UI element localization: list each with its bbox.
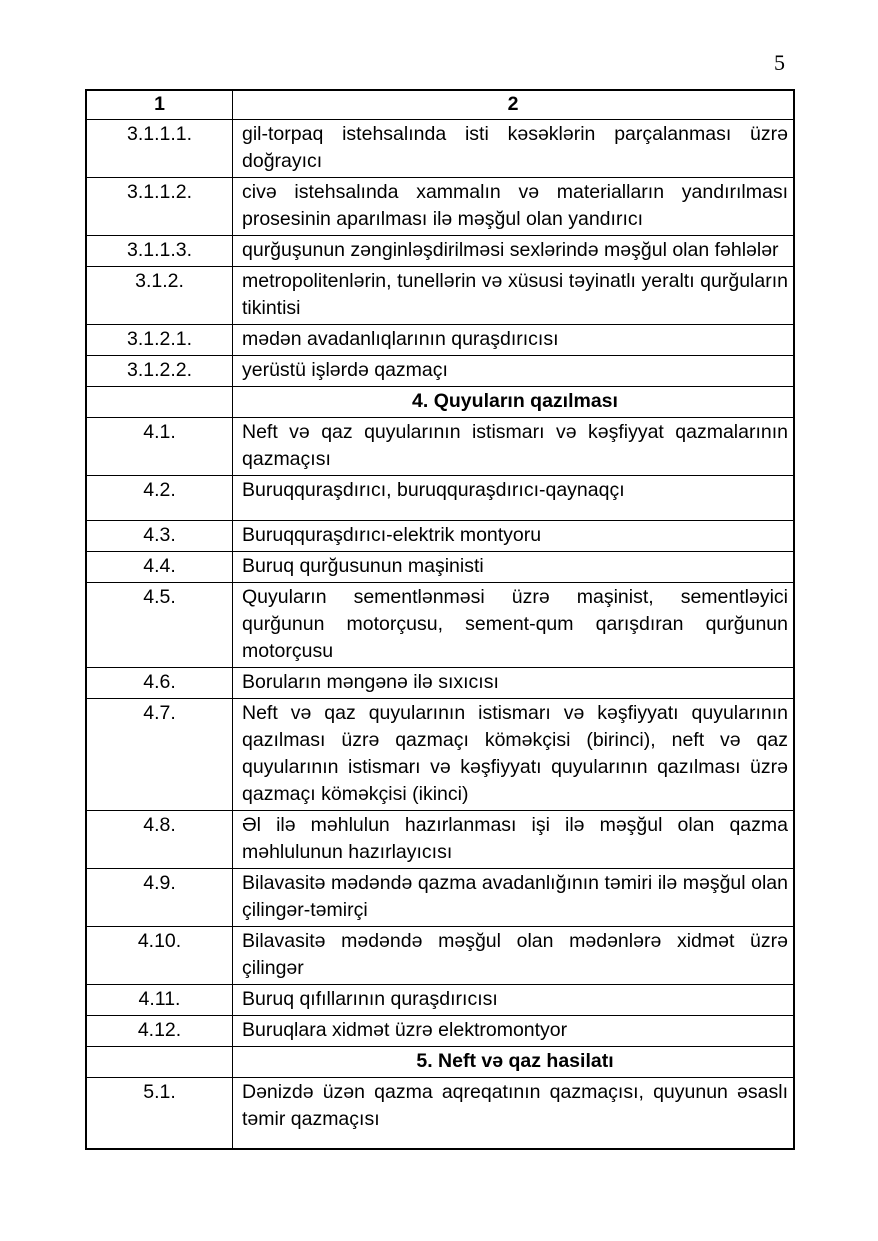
table-row — [86, 267, 794, 325]
table-row — [86, 869, 794, 927]
table-row — [86, 668, 794, 699]
row-number: 5.1. — [86, 1078, 233, 1150]
row-number: 4.10. — [86, 927, 233, 985]
row-number: 4.1. — [86, 418, 233, 476]
table-row — [86, 985, 794, 1016]
table-row — [86, 236, 794, 267]
page-number: 5 — [774, 50, 785, 75]
row-text: Neft və qaz quyularının istismarı və kəşfiyyatı quyularının qazılması üzrə qazmaçı köməkçisi (birinci), neft və qaz quyularının istismarı və kəşfiyyatı quyularının qazılması üzrə qazmaçı köməkçisi (ikinci) — [233, 699, 795, 811]
row-number: 4.12. — [86, 1016, 233, 1047]
table-row — [86, 583, 794, 668]
row-text: 5. Neft və qaz hasilatı — [233, 1047, 795, 1078]
row-text: Buruq qıfıllarının quraşdırıcısı — [233, 985, 795, 1016]
table-row — [86, 1078, 794, 1150]
column-header-2: 2 — [233, 90, 795, 120]
table-body — [86, 120, 794, 1150]
row-text: Bilavasitə mədəndə qazma avadanlığının təmiri ilə məşğul olan çilingər-təmirçi — [233, 869, 795, 927]
row-text: yerüstü işlərdə qazmaçı — [233, 356, 795, 387]
row-number: 4.2. — [86, 476, 233, 521]
row-number: 4.11. — [86, 985, 233, 1016]
row-number: 3.1.2.1. — [86, 325, 233, 356]
row-number: 3.1.2. — [86, 267, 233, 325]
row-number: 4.5. — [86, 583, 233, 668]
table-row — [86, 325, 794, 356]
row-text: Quyuların sementlənməsi üzrə maşinist, sementləyici qurğunun motorçusu, sement-qum qarışdıran qurğunun motorçusu — [233, 583, 795, 668]
row-text: Neft və qaz quyularının istismarı və kəşfiyyat qazmalarının qazmaçısı — [233, 418, 795, 476]
table-row — [86, 476, 794, 521]
table-row — [86, 927, 794, 985]
row-text: metropolitenlərin, tunellərin və xüsusi təyinatlı yeraltı qurğuların tikintisi — [233, 267, 795, 325]
row-number: 3.1.1.2. — [86, 178, 233, 236]
row-text: Buruqlara xidmət üzrə elektromontyor — [233, 1016, 795, 1047]
table-header-row — [86, 90, 794, 120]
row-text: Bilavasitə mədəndə məşğul olan mədənlərə xidmət üzrə çilingər — [233, 927, 795, 985]
table-row — [86, 521, 794, 552]
row-number — [86, 1047, 233, 1078]
row-number: 4.8. — [86, 811, 233, 869]
row-number: 3.1.2.2. — [86, 356, 233, 387]
row-number: 4.4. — [86, 552, 233, 583]
row-text: Buruqquraşdırıcı-elektrik montyoru — [233, 521, 795, 552]
table-row — [86, 552, 794, 583]
row-text: Əl ilə məhlulun hazırlanması işi ilə məşğul olan qazma məhlulunun hazırlayıcısı — [233, 811, 795, 869]
row-text: 4. Quyuların qazılması — [233, 387, 795, 418]
professions-table — [85, 89, 795, 1150]
row-text: civə istehsalında xammalın və materialların yandırılması prosesinin aparılması ilə məşğul olan yandırıcı — [233, 178, 795, 236]
row-number — [86, 387, 233, 418]
row-number: 4.3. — [86, 521, 233, 552]
table-row — [86, 418, 794, 476]
row-text: Boruların məngənə ilə sıxıcısı — [233, 668, 795, 699]
table-row — [86, 356, 794, 387]
table-row — [86, 699, 794, 811]
table-row — [86, 1016, 794, 1047]
table-row — [86, 178, 794, 236]
row-number: 4.6. — [86, 668, 233, 699]
row-text: qurğuşunun zənginləşdirilməsi sexlərində məşğul olan fəhlələr — [233, 236, 795, 267]
row-text: Buruqquraşdırıcı, buruqquraşdırıcı-qaynaqçı — [233, 476, 795, 521]
row-text: mədən avadanlıqlarının quraşdırıcısı — [233, 325, 795, 356]
row-number: 3.1.1.3. — [86, 236, 233, 267]
row-text: Buruq qurğusunun maşinisti — [233, 552, 795, 583]
row-number: 4.9. — [86, 869, 233, 927]
row-number: 3.1.1.1. — [86, 120, 233, 178]
row-number: 4.7. — [86, 699, 233, 811]
section-header-row — [86, 1047, 794, 1078]
column-header-1: 1 — [86, 90, 233, 120]
table-row — [86, 120, 794, 178]
section-header-row — [86, 387, 794, 418]
table-row — [86, 811, 794, 869]
row-text: Dənizdə üzən qazma aqreqatının qazmaçısı, quyunun əsaslı təmir qazmaçısı — [233, 1078, 795, 1150]
row-text: gil-torpaq istehsalında isti kəsəklərin parçalanması üzrə doğrayıcı — [233, 120, 795, 178]
